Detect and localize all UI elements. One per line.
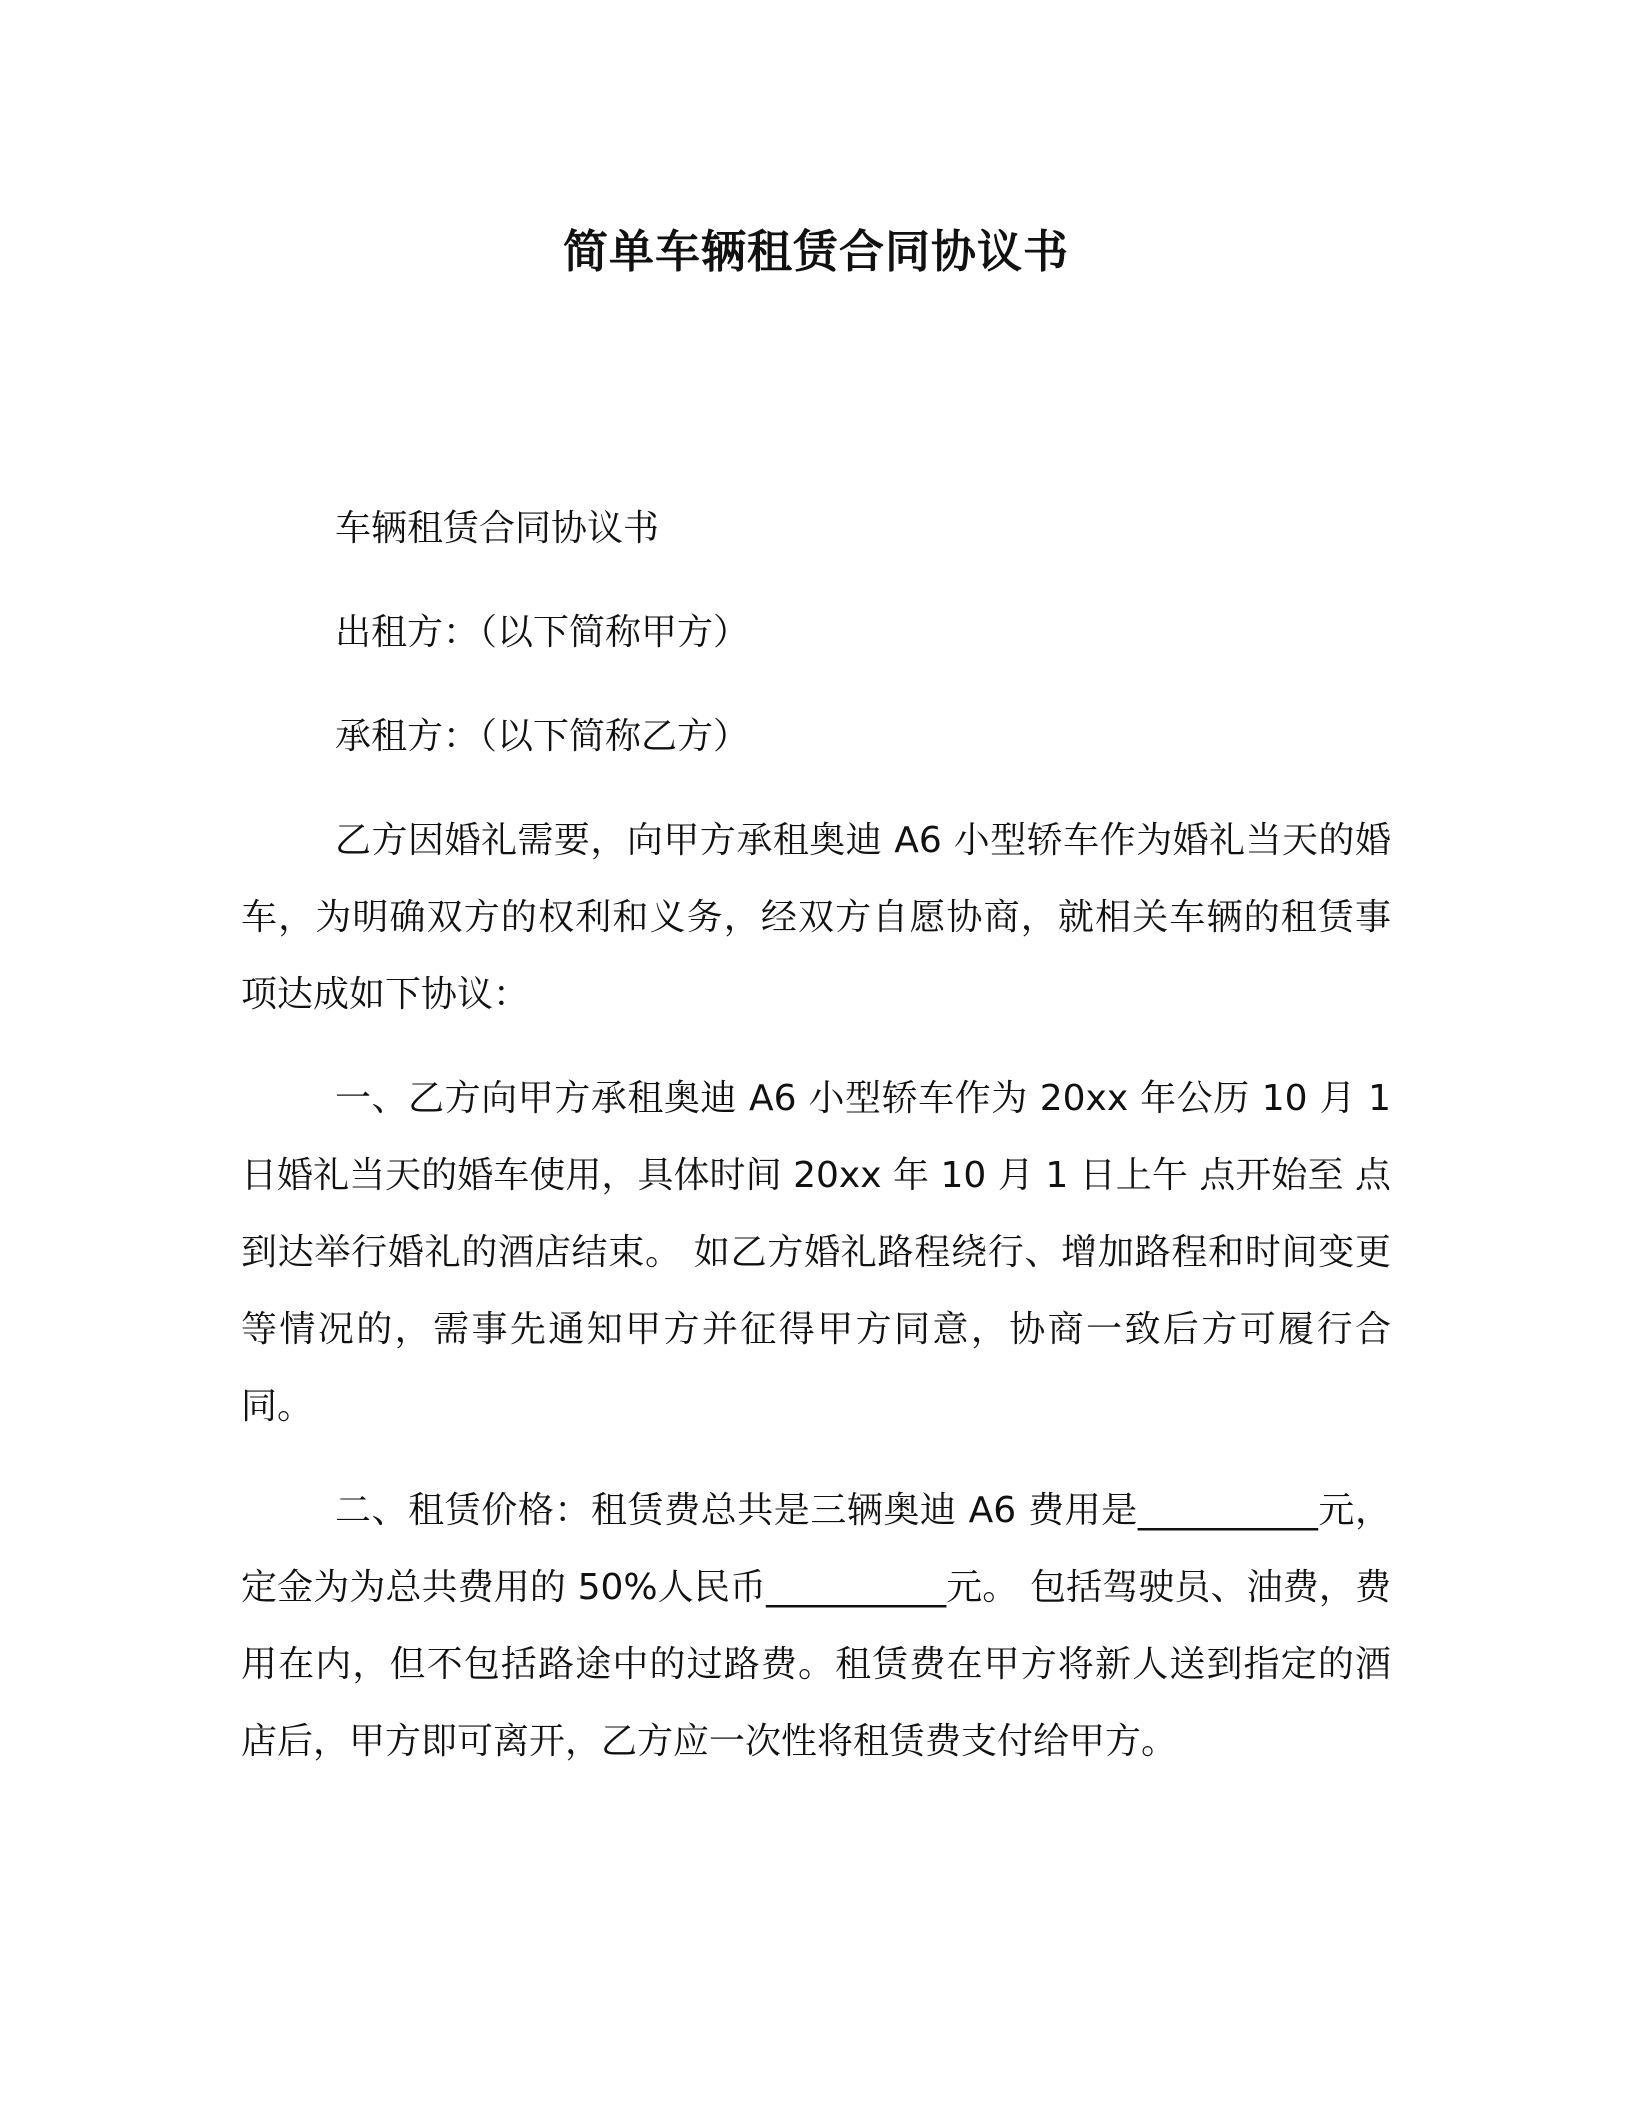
document-body <box>241 490 1391 1807</box>
clause-1-paragraph: 一、乙方向甲方承租奥迪 A6 小型轿车作为 20xx 年公历 10 月 1 日婚礼当天的婚车使用，具体时间 20xx 年 10 月 1 日上午 点开始至 点到达举行婚礼的酒店结束。 如乙方婚礼路程绕行、增加路程和时间变更等情况的，需事先通知甲方并征得甲方同意，协商一致后方可履行合同。 <box>241 1078 1391 1427</box>
intro-paragraph: 乙方因婚礼需要，向甲方承租奥迪 A6 小型轿车作为婚礼当天的婚车，为明确双方的权利和义务，经双方自愿协商，就相关车辆的租赁事项达成如下协议： <box>241 820 1391 1015</box>
document-title: 简单车辆租赁合同协议书 <box>562 225 1069 278</box>
lessee-line: 承租方：（以下简称乙方） <box>335 716 750 757</box>
agreement-subtitle: 车辆租赁合同协议书 <box>335 508 660 549</box>
lessor-line: 出租方：（以下简称甲方） <box>335 612 750 653</box>
clause-2-paragraph: 二、租赁价格：租赁费总共是三辆奥迪 A6 费用是__________元，定金为为总共费用的 50%人民币__________元。 包括驾驶员、油费，费用在内，但不包括路途中的过路费。租赁费在甲方将新人送到指定的酒店后，甲方即可离开，乙方应一次性将租赁费支付给甲方。 <box>241 1490 1391 1762</box>
